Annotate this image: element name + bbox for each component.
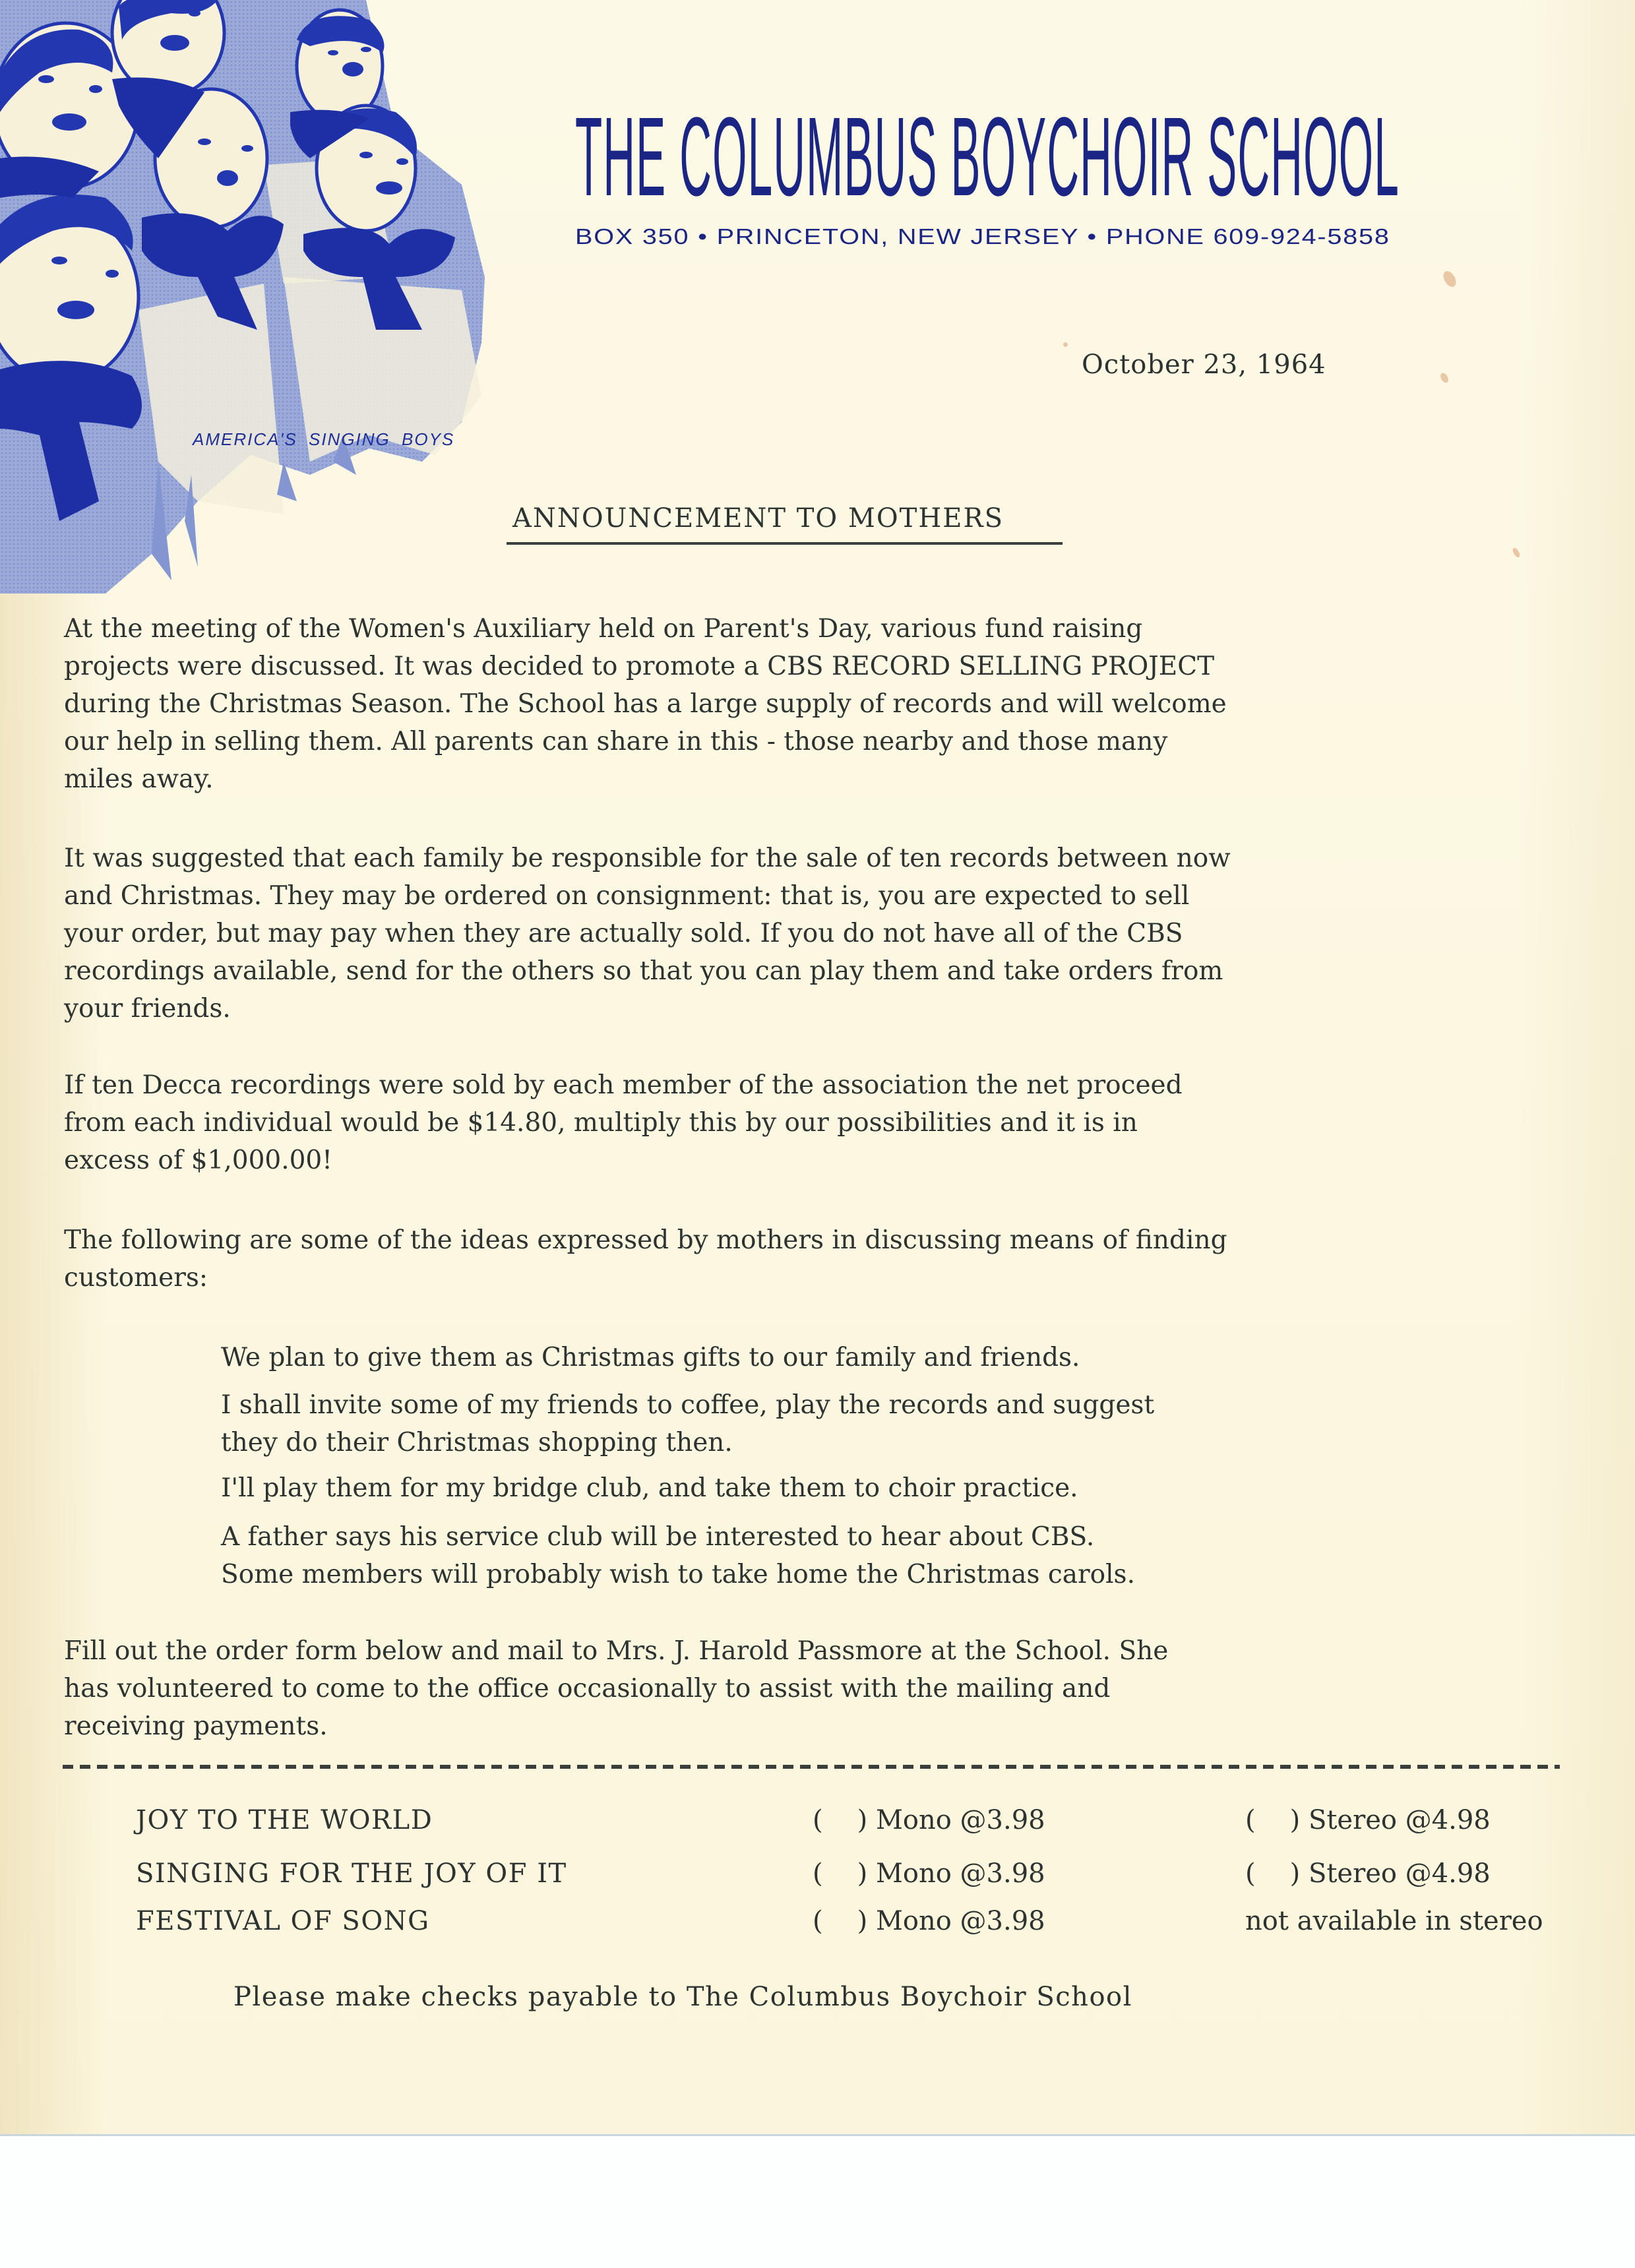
announcement-heading: ANNOUNCEMENT TO MOTHERS	[512, 503, 1004, 534]
idea-4	[221, 1518, 1135, 1593]
checkbox-open-paren: (	[813, 1858, 823, 1889]
school-name-text: THE COLUMBUS BOYCHOIR SCHOOL	[575, 94, 1400, 220]
stereo-price-label: Stereo @4.98	[1308, 1858, 1491, 1889]
record-title: SINGING FOR THE JOY OF IT	[136, 1858, 567, 1889]
paragraph-4	[64, 1221, 1227, 1297]
heading-underline	[507, 542, 1063, 545]
checkbox-open-paren: (	[813, 1906, 823, 1936]
checkbox-close-paren: )	[857, 1858, 868, 1889]
paper-stain	[1063, 342, 1068, 347]
text-line: A father says his service club will be interested to hear about CBS.	[221, 1522, 1095, 1552]
text-line: projects were discussed. It was decided to promote a CBS RECORD SELLING PROJECT	[64, 652, 1215, 681]
record-title: JOY TO THE WORLD	[136, 1805, 433, 1835]
payment-instruction: Please make checks payable to The Columbus Boychoir School	[233, 1982, 1132, 2012]
order-row-joy-to-the-world	[0, 1805, 1635, 1845]
text-line: has volunteered to come to the office occasionally to assist with the mailing and	[64, 1674, 1111, 1703]
mono-option[interactable]	[813, 1858, 1045, 1889]
idea-2	[221, 1386, 1154, 1461]
mono-option[interactable]	[813, 1906, 1045, 1936]
text-line: At the meeting of the Women's Auxiliary held on Parent's Day, various fund raising	[64, 614, 1143, 644]
mono-price-label: Mono @3.98	[875, 1906, 1045, 1936]
text-line: It was suggested that each family be responsible for the sale of ten records between now	[64, 843, 1231, 873]
checkbox-close-paren: )	[857, 1805, 868, 1835]
checkbox-close-paren: )	[857, 1906, 868, 1936]
checkbox-close-paren: )	[1289, 1805, 1301, 1835]
text-line: your friends.	[64, 994, 231, 1024]
paper-stain	[1512, 547, 1522, 559]
checkbox-open-paren: (	[813, 1805, 823, 1835]
mono-option[interactable]	[813, 1805, 1045, 1835]
stereo-unavailable-note: not available in stereo	[1245, 1906, 1543, 1936]
school-address: BOX 350 • PRINCETON, NEW JERSEY • PHONE 609-924-5858	[575, 224, 1390, 249]
text-line: excess of $1,000.00!	[64, 1146, 332, 1175]
paragraph-2	[64, 840, 1231, 1027]
text-line: We plan to give them as Christmas gifts to our family and friends.	[221, 1343, 1080, 1372]
text-line: our help in selling them. All parents can share in this - those nearby and those many	[64, 727, 1168, 756]
text-line: recordings available, send for the others so that you can play them and take orders from	[64, 956, 1223, 986]
paragraph-1	[64, 610, 1227, 798]
mono-price-label: Mono @3.98	[875, 1805, 1045, 1835]
checkbox-open-paren: (	[1245, 1858, 1256, 1889]
paper-stain	[1441, 269, 1459, 290]
mono-price-label: Mono @3.98	[875, 1858, 1045, 1889]
school-name	[575, 94, 1400, 220]
text-line: Fill out the order form below and mail to Mrs. J. Harold Passmore at the School. She	[64, 1636, 1169, 1666]
text-line: Some members will probably wish to take home the Christmas carols.	[221, 1560, 1135, 1589]
paragraph-3	[64, 1066, 1183, 1179]
text-line: I shall invite some of my friends to coffee, play the records and suggest	[221, 1390, 1155, 1420]
text-line: The following are some of the ideas expressed by mothers in discussing means of finding	[64, 1225, 1227, 1255]
text-line: from each individual would be $14.80, multiply this by our possibilities and it is in	[64, 1108, 1138, 1138]
text-line: they do their Christmas shopping then.	[221, 1428, 733, 1457]
cut-line-divider	[63, 1765, 1560, 1769]
stereo-price-label: Stereo @4.98	[1308, 1805, 1491, 1835]
text-line: customers:	[64, 1263, 208, 1293]
order-row-singing-for-the-joy-of-it	[0, 1858, 1635, 1898]
stereo-option[interactable]	[1245, 1858, 1491, 1889]
stereo-option[interactable]	[1245, 1805, 1491, 1835]
paper-stain	[1439, 372, 1450, 384]
idea-1	[221, 1339, 1080, 1376]
text-line: receiving payments.	[64, 1711, 328, 1741]
checkbox-close-paren: )	[1289, 1858, 1301, 1889]
record-title: FESTIVAL OF SONG	[136, 1906, 430, 1936]
choir-boys-illustration	[0, 0, 501, 594]
order-row-festival-of-song	[0, 1906, 1635, 1946]
idea-3	[221, 1469, 1078, 1507]
closing-paragraph	[64, 1632, 1168, 1745]
text-line: I'll play them for my bridge club, and take them to choir practice.	[221, 1473, 1078, 1503]
tagline: AMERICA'S SINGING BOYS	[193, 429, 455, 449]
text-line: miles away.	[64, 764, 214, 794]
text-line: your order, but may pay when they are actually sold. If you do not have all of the CBS	[64, 919, 1183, 948]
text-line: during the Christmas Season. The School has a large supply of records and will welcome	[64, 689, 1227, 719]
text-line: and Christmas. They may be ordered on consignment: that is, you are expected to sell	[64, 881, 1190, 911]
letter-date: October 23, 1964	[1082, 350, 1326, 380]
checkbox-open-paren: (	[1245, 1805, 1256, 1835]
text-line: If ten Decca recordings were sold by each member of the association the net proceed	[64, 1070, 1183, 1100]
